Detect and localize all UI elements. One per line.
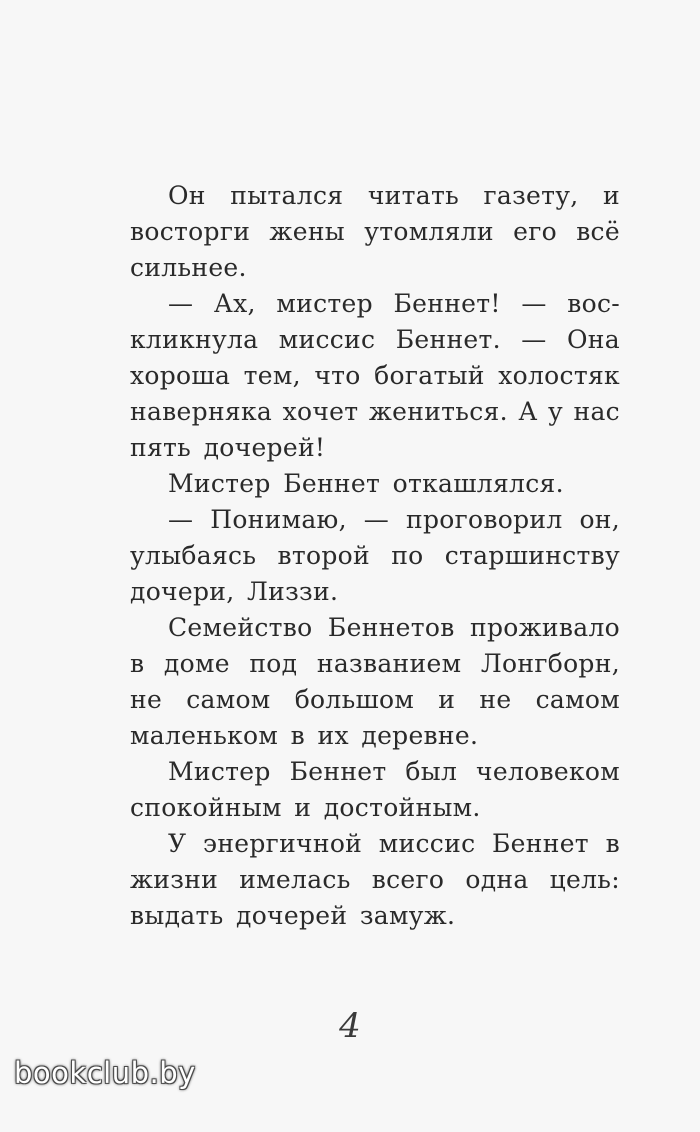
text-line: в доме под названием Лонгборн,: [130, 649, 620, 678]
page-number: 4: [339, 1006, 361, 1046]
text-line: Он пытался читать газету, и: [168, 181, 620, 210]
text-line: восторги жены утомляли его всё: [130, 217, 620, 246]
text-line: наверняка хочет жениться. А у нас: [130, 397, 620, 426]
watermark: bookclub.by: [14, 1056, 196, 1090]
text-line: — Ах, мистер Беннет! — вос-: [168, 289, 620, 318]
text-line: не самом большом и не самом: [130, 685, 620, 714]
body-text: [130, 178, 620, 934]
text-line: Мистер Беннет откашлялся.: [168, 469, 564, 498]
text-line: сильнее.: [130, 253, 247, 282]
text-line: выдать дочерей замуж.: [130, 901, 456, 930]
text-line: хороша тем, что богатый холостяк: [130, 361, 620, 390]
text-line: маленьком в их деревне.: [130, 721, 479, 750]
text-line: кликнула миссис Беннет. — Она: [130, 325, 620, 354]
text-line: жизни имелась всего одна цель:: [130, 865, 620, 894]
text-line: Мистер Беннет был человеком: [168, 757, 620, 786]
text-line: спокойным и достойным.: [130, 793, 481, 822]
text-line: Семейство Беннетов проживало: [168, 613, 620, 642]
text-line: улыбаясь второй по старшинству: [130, 541, 620, 570]
text-line: пять дочерей!: [130, 433, 326, 462]
text-line: У энергичной миссис Беннет в: [168, 829, 620, 858]
text-line: дочери, Лиззи.: [130, 577, 339, 606]
text-line: — Понимаю, — проговорил он,: [168, 505, 620, 534]
